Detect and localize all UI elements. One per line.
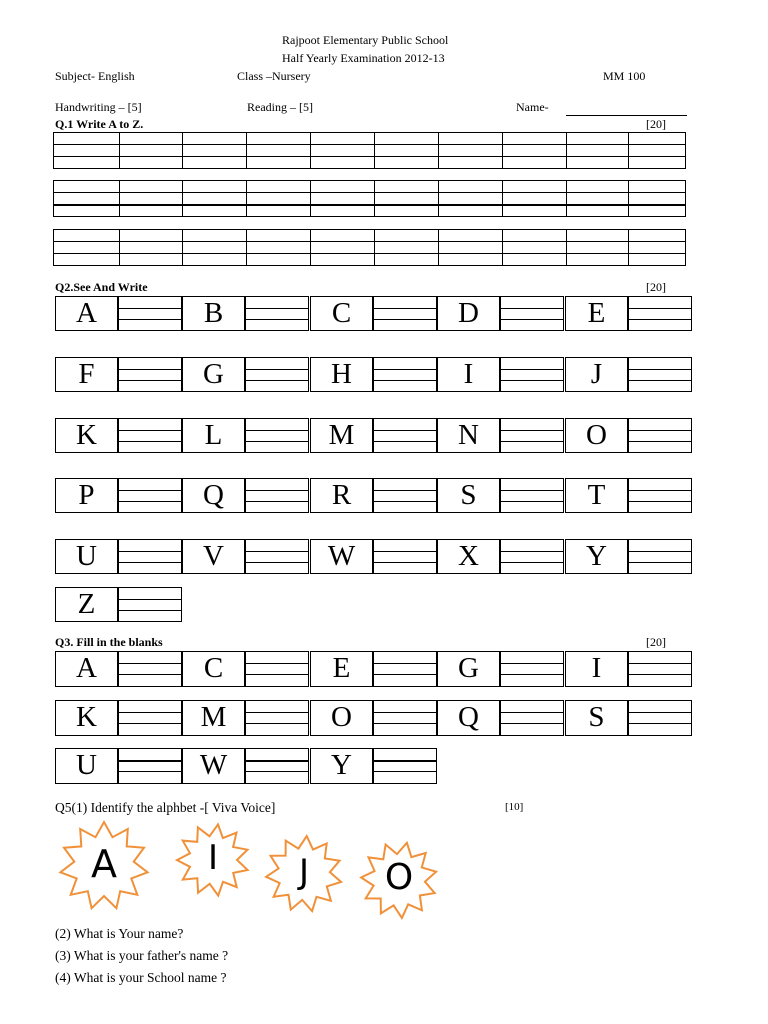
q2-writing-blank[interactable] — [628, 539, 692, 574]
q2-letter: N — [458, 419, 479, 451]
class-label: Class –Nursery — [237, 69, 311, 83]
q2-guide-line — [629, 430, 691, 431]
q3-guide-line — [119, 663, 181, 664]
q3-letter: K — [76, 701, 97, 733]
q1-column-divider — [246, 181, 247, 216]
q2-guide-line — [119, 599, 181, 600]
name-field-line[interactable] — [566, 115, 687, 116]
q1-column-divider — [502, 181, 503, 216]
q2-letter: B — [203, 297, 224, 329]
q2-letter: R — [331, 479, 352, 511]
q3-letter: G — [458, 652, 479, 684]
q1-writing-strip[interactable] — [53, 132, 686, 169]
q2-guide-line — [246, 369, 308, 370]
q2-letter: U — [76, 540, 97, 572]
q2-guide-line — [501, 562, 563, 563]
q2-writing-blank[interactable] — [628, 418, 692, 453]
q2-guide-line — [119, 441, 181, 442]
q2-writing-blank[interactable] — [118, 418, 182, 453]
q2-guide-line — [501, 501, 563, 502]
q3-guide-line — [246, 674, 308, 675]
q3-guide-line — [629, 712, 691, 713]
q2-guide-line — [501, 319, 563, 320]
viva-letter: A — [91, 842, 117, 886]
q3-guide-line — [374, 760, 436, 762]
q3-title: Q3. Fill in the blanks — [55, 635, 163, 649]
q1-column-divider — [628, 181, 629, 216]
q2-letter: G — [203, 358, 224, 390]
q2-writing-blank[interactable] — [500, 539, 564, 574]
q1-writing-strip[interactable] — [53, 180, 686, 217]
q1-column-divider — [566, 181, 567, 216]
viva-letter: O — [384, 857, 414, 898]
q3-guide-line — [374, 723, 436, 724]
q1-column-divider — [119, 133, 120, 168]
q2-letter: P — [78, 479, 95, 511]
q2-guide-line — [629, 308, 691, 309]
q1-column-divider — [374, 230, 375, 265]
q2-writing-blank[interactable] — [245, 357, 309, 392]
q2-letter: S — [460, 479, 477, 511]
q3-letter: A — [76, 652, 97, 684]
q2-guide-line — [629, 562, 691, 563]
q2-letter: Q — [203, 479, 224, 511]
q2-letter: F — [78, 358, 95, 390]
q2-letter: X — [458, 540, 479, 572]
q2-guide-line — [246, 501, 308, 502]
q1-column-divider — [566, 133, 567, 168]
q3-guide-line — [374, 674, 436, 675]
q3-guide-line — [501, 723, 563, 724]
q3-guide-line — [246, 712, 308, 713]
q2-guide-line — [119, 490, 181, 491]
q1-guide-line — [54, 253, 685, 254]
q3-guide-line — [119, 771, 181, 772]
q2-letter: A — [76, 297, 97, 329]
q2-guide-line — [246, 430, 308, 431]
q3-guide-line — [374, 771, 436, 772]
q1-column-divider — [182, 181, 183, 216]
q1-column-divider — [502, 133, 503, 168]
q2-guide-line — [629, 380, 691, 381]
q3-letter: S — [588, 701, 605, 733]
q3-guide-line — [629, 663, 691, 664]
q3-letter: Y — [331, 749, 352, 781]
q2-letter: D — [458, 297, 479, 329]
q1-column-divider — [182, 133, 183, 168]
q2-guide-line — [501, 380, 563, 381]
viva-letter: I — [207, 838, 219, 878]
q3-letter: U — [76, 749, 97, 781]
q1-column-divider — [182, 230, 183, 265]
q2-guide-line — [119, 562, 181, 563]
q3-guide-line — [501, 712, 563, 713]
q3-writing-blank[interactable] — [373, 700, 437, 736]
q3-writing-blank[interactable] — [245, 651, 309, 687]
q5-question-4: (4) What is your School name ? — [55, 970, 227, 985]
q3-writing-blank[interactable] — [118, 651, 182, 687]
q2-writing-blank[interactable] — [245, 296, 309, 331]
q2-writing-blank[interactable] — [373, 539, 437, 574]
q1-writing-strip[interactable] — [53, 229, 686, 266]
q2-guide-line — [119, 551, 181, 552]
q3-marks: [20] — [646, 635, 666, 649]
q2-guide-line — [501, 490, 563, 491]
q2-guide-line — [119, 501, 181, 502]
q2-guide-line — [501, 308, 563, 309]
q1-guide-line — [54, 156, 685, 157]
q3-guide-line — [629, 723, 691, 724]
q3-guide-line — [629, 674, 691, 675]
q2-guide-line — [629, 551, 691, 552]
q2-guide-line — [501, 430, 563, 431]
q2-letter: O — [586, 419, 607, 451]
q5-question-3: (3) What is your father's name ? — [55, 948, 229, 963]
q5-marks: [10] — [505, 801, 524, 813]
q3-guide-line — [374, 663, 436, 664]
q2-guide-line — [629, 490, 691, 491]
q2-writing-blank[interactable] — [628, 478, 692, 513]
q1-column-divider — [438, 133, 439, 168]
q1-column-divider — [119, 230, 120, 265]
q3-guide-line — [501, 674, 563, 675]
q3-guide-line — [374, 712, 436, 713]
q2-writing-blank[interactable] — [628, 357, 692, 392]
q2-guide-line — [246, 319, 308, 320]
q2-writing-blank[interactable] — [628, 296, 692, 331]
q3-writing-blank[interactable] — [118, 700, 182, 736]
q1-guide-line — [54, 192, 685, 193]
q2-letter: I — [463, 358, 474, 390]
q3-letter: W — [199, 749, 228, 781]
q2-guide-line — [374, 441, 436, 442]
q2-writing-blank[interactable] — [118, 539, 182, 574]
q1-guide-line — [54, 204, 685, 206]
q2-guide-line — [246, 562, 308, 563]
q1-column-divider — [628, 230, 629, 265]
q2-guide-line — [374, 490, 436, 491]
q2-writing-blank[interactable] — [118, 478, 182, 513]
q5-title: Q5(1) Identify the alphbet -[ Viva Voice] — [55, 800, 276, 815]
q1-column-divider — [438, 230, 439, 265]
q1-column-divider — [566, 230, 567, 265]
max-marks: MM 100 — [603, 69, 646, 83]
q2-writing-blank[interactable] — [245, 478, 309, 513]
q2-guide-line — [501, 369, 563, 370]
q2-letter: L — [204, 419, 223, 451]
q2-guide-line — [374, 369, 436, 370]
q1-column-divider — [310, 181, 311, 216]
q2-writing-blank[interactable] — [245, 539, 309, 574]
q3-writing-blank[interactable] — [628, 700, 692, 736]
school-name: Rajpoot Elementary Public School — [282, 33, 449, 47]
q2-letter: C — [331, 297, 352, 329]
q2-guide-line — [374, 501, 436, 502]
q1-guide-line — [54, 241, 685, 242]
q1-guide-line — [54, 144, 685, 145]
q2-letter: E — [587, 297, 606, 329]
q2-writing-blank[interactable] — [373, 418, 437, 453]
q1-marks: [20] — [646, 117, 666, 131]
q2-letter: Y — [586, 540, 607, 572]
q2-letter: W — [327, 540, 356, 572]
q1-column-divider — [628, 133, 629, 168]
q3-writing-blank[interactable] — [373, 651, 437, 687]
q2-guide-line — [119, 380, 181, 381]
q3-guide-line — [246, 760, 308, 762]
q2-title: Q2.See And Write — [55, 280, 148, 294]
q3-guide-line — [119, 723, 181, 724]
q2-writing-blank[interactable] — [373, 478, 437, 513]
q3-writing-blank[interactable] — [245, 700, 309, 736]
q2-guide-line — [374, 551, 436, 552]
q2-guide-line — [374, 308, 436, 309]
q2-writing-blank[interactable] — [118, 357, 182, 392]
q2-guide-line — [374, 430, 436, 431]
q3-guide-line — [501, 663, 563, 664]
q2-writing-blank[interactable] — [500, 296, 564, 331]
q2-guide-line — [629, 319, 691, 320]
q3-guide-line — [119, 760, 181, 762]
q1-column-divider — [246, 133, 247, 168]
q2-guide-line — [246, 308, 308, 309]
q1-column-divider — [119, 181, 120, 216]
q1-title: Q.1 Write A to Z. — [55, 117, 144, 131]
viva-letter: J — [298, 852, 310, 892]
q2-guide-line — [629, 369, 691, 370]
q2-guide-line — [374, 562, 436, 563]
q3-writing-blank[interactable] — [500, 651, 564, 687]
q3-guide-line — [246, 723, 308, 724]
q2-letter: T — [587, 479, 606, 511]
q1-column-divider — [310, 133, 311, 168]
q3-writing-blank[interactable] — [373, 748, 437, 784]
q3-guide-line — [119, 674, 181, 675]
q2-guide-line — [246, 551, 308, 552]
q2-guide-line — [501, 551, 563, 552]
q1-column-divider — [374, 181, 375, 216]
name-label: Name- — [516, 100, 549, 114]
handwriting-marks: Handwriting – [5] — [55, 100, 142, 114]
q2-guide-line — [374, 319, 436, 320]
q2-writing-blank[interactable] — [500, 418, 564, 453]
q3-writing-blank[interactable] — [500, 700, 564, 736]
q2-guide-line — [119, 610, 181, 611]
q1-column-divider — [374, 133, 375, 168]
q5-question-2: (2) What is Your name? — [55, 926, 184, 941]
q1-column-divider — [246, 230, 247, 265]
q2-writing-blank[interactable] — [373, 357, 437, 392]
q3-writing-blank[interactable] — [118, 748, 182, 784]
q2-letter: K — [76, 419, 97, 451]
q2-guide-line — [629, 441, 691, 442]
q3-writing-blank[interactable] — [628, 651, 692, 687]
q2-letter: J — [590, 358, 603, 390]
q2-writing-blank[interactable] — [373, 296, 437, 331]
q3-guide-line — [119, 712, 181, 713]
q2-guide-line — [246, 441, 308, 442]
q3-letter: I — [591, 652, 602, 684]
q3-writing-blank[interactable] — [245, 748, 309, 784]
q3-letter: M — [200, 701, 227, 733]
q2-guide-line — [246, 490, 308, 491]
exam-title: Half Yearly Examination 2012-13 — [282, 51, 445, 65]
q2-letter: Z — [77, 588, 96, 620]
q2-writing-blank[interactable] — [500, 478, 564, 513]
q2-guide-line — [119, 430, 181, 431]
reading-marks: Reading – [5] — [247, 100, 313, 114]
q3-letter: Q — [458, 701, 479, 733]
q2-guide-line — [374, 380, 436, 381]
subject-label: Subject- English — [55, 69, 135, 83]
q2-writing-blank[interactable] — [245, 418, 309, 453]
q1-column-divider — [502, 230, 503, 265]
q2-guide-line — [119, 308, 181, 309]
q2-guide-line — [246, 380, 308, 381]
q3-guide-line — [246, 663, 308, 664]
q2-marks: [20] — [646, 280, 666, 294]
q2-letter: H — [331, 358, 352, 390]
q2-guide-line — [119, 369, 181, 370]
q2-letter: V — [203, 540, 224, 572]
q2-guide-line — [629, 501, 691, 502]
q3-letter: C — [203, 652, 224, 684]
q2-guide-line — [501, 441, 563, 442]
q1-column-divider — [310, 230, 311, 265]
q2-writing-blank[interactable] — [118, 587, 182, 622]
q3-letter: E — [332, 652, 351, 684]
q2-letter: M — [328, 419, 355, 451]
q3-letter: O — [331, 701, 352, 733]
q1-column-divider — [438, 181, 439, 216]
q3-guide-line — [246, 771, 308, 772]
q2-writing-blank[interactable] — [500, 357, 564, 392]
q2-guide-line — [119, 319, 181, 320]
q2-writing-blank[interactable] — [118, 296, 182, 331]
